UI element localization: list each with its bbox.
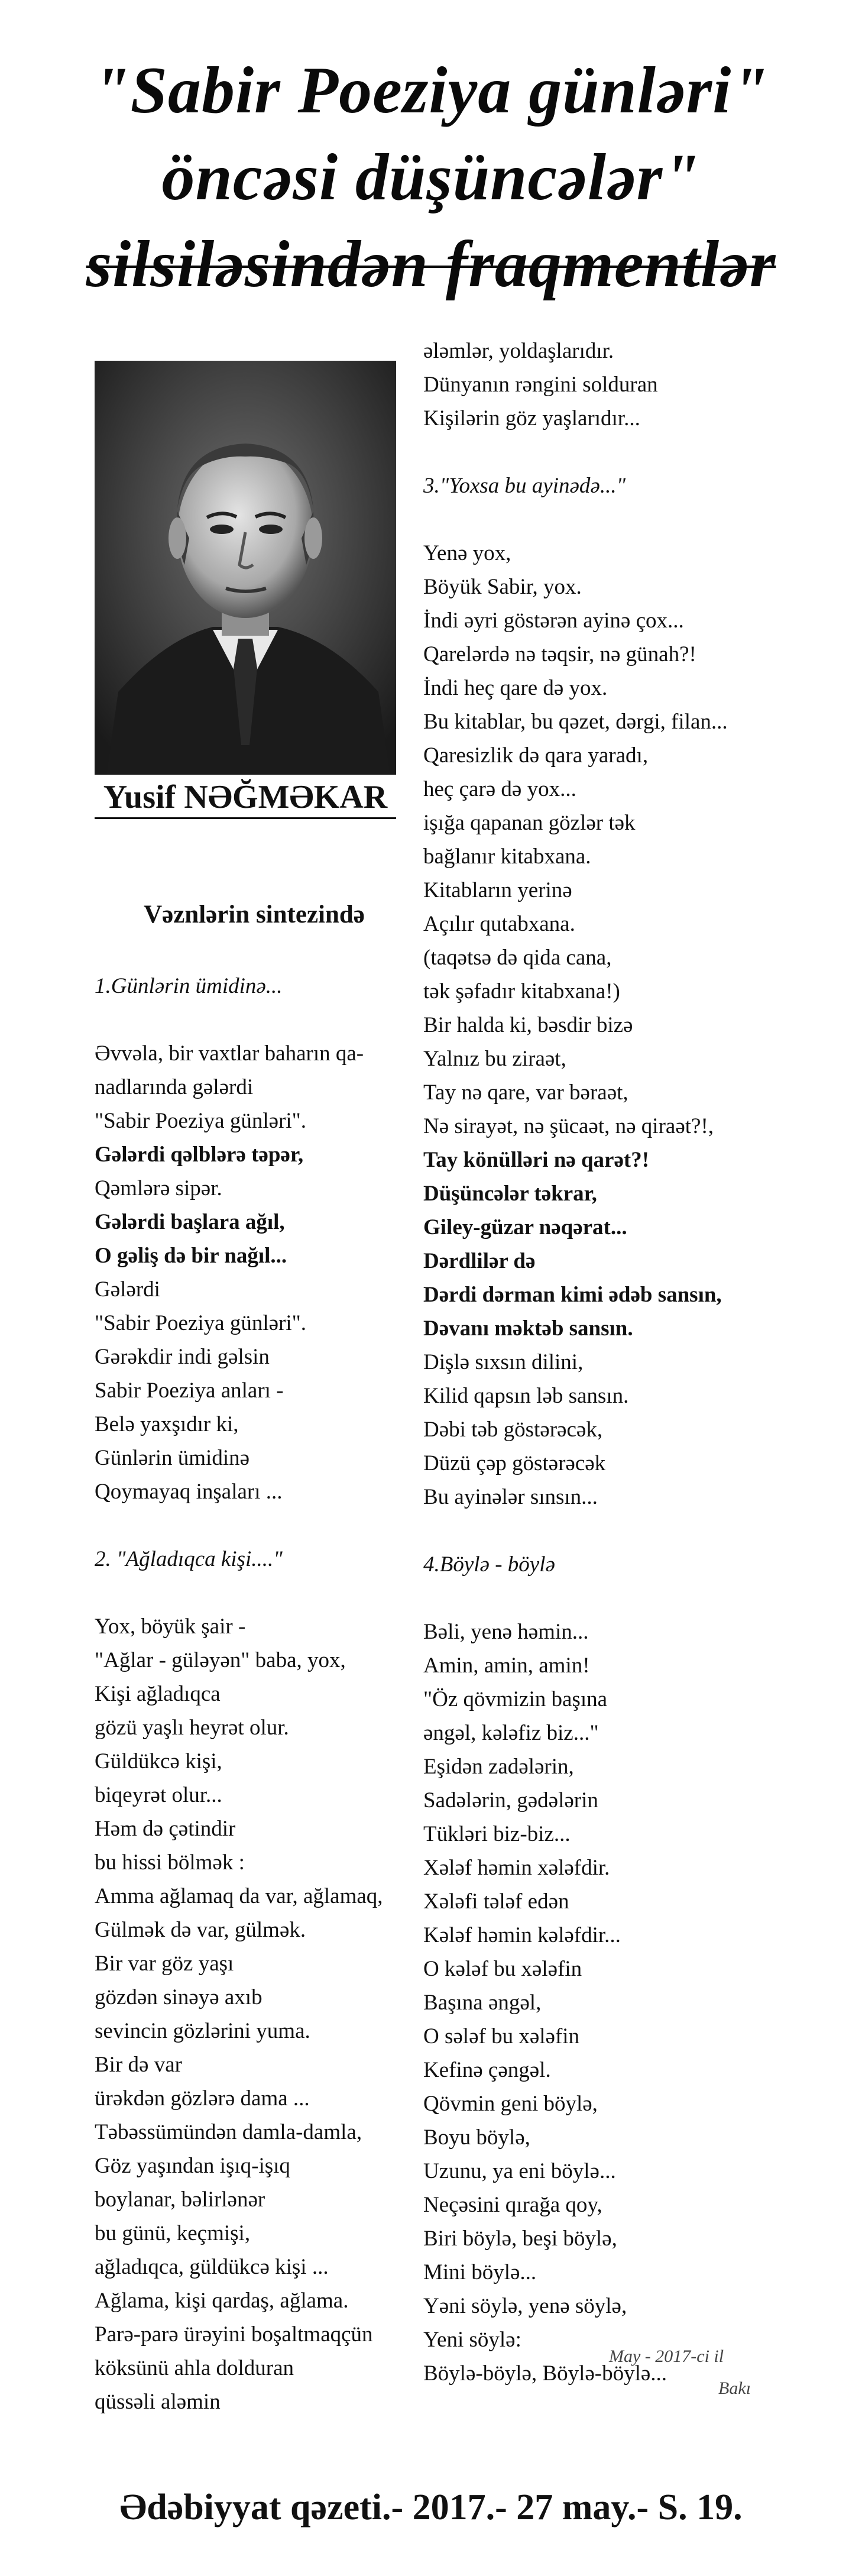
poem-line: gözdən sinəyə axıb xyxy=(95,1985,263,2009)
poem-line: ələmlər, yoldaşlarıdır. xyxy=(423,339,614,363)
poem-line: Kitabların yerinə xyxy=(423,878,572,902)
poem-line: Düşüncələr təkrar, xyxy=(423,1182,597,1206)
poem-line: Gələrdi başlara ağıl, xyxy=(95,1210,285,1234)
poem-line: Gələrdi xyxy=(95,1277,160,1302)
poem-line: Yox, böyük şair - xyxy=(95,1614,246,1639)
poem-line: Bir halda ki, bəsdir bizə xyxy=(423,1013,633,1037)
title-line-2: öncəsi düşüncələr" xyxy=(161,141,701,214)
section-title: 4.Böylə - böylə xyxy=(423,1552,555,1577)
poem-line: Dərdlilər də xyxy=(423,1249,536,1273)
poem-line: Həm də çətindir xyxy=(95,1817,236,1841)
signoff-place: Bakı xyxy=(718,2378,751,2398)
portrait-image xyxy=(95,361,396,775)
poem-line: Ağlama, kişi qardaş, ağlama. xyxy=(95,2289,349,2313)
poem-line: heç çarə də yox... xyxy=(423,777,576,801)
poem-line: sevincin gözlərini yuma. xyxy=(95,2019,310,2043)
poem-line: Dünyanın rəngini solduran xyxy=(423,373,658,397)
poem-line: Qövmin geni böylə, xyxy=(423,2092,598,2116)
poem-line: Böylə-böylə, Böylə-böylə... xyxy=(423,2361,667,2386)
poem-line: Gərəkdir indi gəlsin xyxy=(95,1345,270,1369)
title-line-1: "Sabir Poeziya günləri" xyxy=(93,54,769,127)
section-title: 2. "Ağladıqca kişi...." xyxy=(95,1547,283,1571)
poem-line: Bu kitablar, bu qəzet, dərgi, filan... xyxy=(423,710,728,734)
poem-line: biqeyrət olur... xyxy=(95,1783,222,1807)
poem-line: Qarelərdə nə təqsir, nə günah?! xyxy=(423,642,696,666)
poem-line: İndi heç qare də yox. xyxy=(423,676,608,700)
poem-line: Tükləri biz-biz... xyxy=(423,1822,571,1846)
poem-line: Xələf həmin xələfdir. xyxy=(423,1856,610,1880)
section-2-continued xyxy=(423,334,814,435)
title-line-3: silsiləsindən fraqmentlər xyxy=(86,228,776,301)
poem-line: Açılır qutabxana. xyxy=(423,912,575,936)
poem-line: Tay könülləri nə qarət?! xyxy=(423,1148,650,1172)
author-photo xyxy=(95,361,396,775)
poem-line: qüssəli aləmin xyxy=(95,2390,221,2414)
poem-line: Qoymayaq inşaları ... xyxy=(95,1480,283,1504)
source-citation: Ədəbiyyat qəzeti.- 2017.- 27 may.- S. 19. xyxy=(119,2487,743,2528)
poem-line: Xələfi tələf edən xyxy=(423,1889,569,1914)
poem-line: Biri böylə, beşi böylə, xyxy=(423,2227,617,2251)
poem-line: Dəbi təb göstərəcək, xyxy=(423,1418,603,1442)
poem-line: Kələf həmin kələfdir... xyxy=(423,1923,621,1947)
poem-line: Gələrdi qəlblərə təpər, xyxy=(95,1143,304,1167)
poem-line: Boyu böylə, xyxy=(423,2125,530,2150)
poem-line: Dişlə sıxsın dilini, xyxy=(423,1350,584,1374)
poem-line: Əvvəla, bir vaxtlar baharın qa- xyxy=(95,1041,364,1066)
poem-line: Mini böylə... xyxy=(423,2260,537,2284)
poem-line: Nə sirayət, nə şücaət, nə qiraət?!, xyxy=(423,1114,714,1138)
poem-line: gözü yaşlı heyrət olur. xyxy=(95,1716,289,1740)
poem-line: Bir də var xyxy=(95,2053,182,2077)
poem-line: boylanar, bəlirlənər xyxy=(95,2187,265,2212)
signoff-date: May - 2017-ci il xyxy=(609,2347,724,2366)
poem-line: İndi əyri göstərən ayinə çox... xyxy=(423,609,684,633)
poem-line: ağladıqca, güldükcə kişi ... xyxy=(95,2255,329,2279)
poem-line: Kişi ağladıqca xyxy=(95,1682,221,1706)
section-title: 1.Günlərin ümidinə... xyxy=(95,974,283,998)
section-title: 3."Yoxsa bu ayinədə..." xyxy=(423,474,626,498)
poem-line: Yəni söylə, yenə söylə, xyxy=(423,2294,627,2318)
poem-line: Belə yaxşıdır ki, xyxy=(95,1412,239,1436)
poem-line: O sələf bu xələfin xyxy=(423,2024,580,2048)
poem-line: Uzunu, ya eni böylə... xyxy=(423,2159,616,2183)
poem-line: əngəl, kələfiz biz..." xyxy=(423,1721,599,1745)
poem-line: Bir var göz yaşı xyxy=(95,1952,234,1976)
poem-line: işığa qapanan gözlər tək xyxy=(423,811,636,835)
poem-line: "Sabir Poeziya günləri". xyxy=(95,1311,306,1335)
poem-line: Güldükcə kişi, xyxy=(95,1749,222,1774)
poem-line: Yenə yox, xyxy=(423,541,511,565)
poem-line: Təbəssümündən damla-damla, xyxy=(95,2120,362,2144)
poem-line: Neçəsini qırağa qoy, xyxy=(423,2193,602,2217)
poem-line: köksünü ahla dolduran xyxy=(95,2356,294,2380)
poem-line: Düzü çəp göstərəcək xyxy=(423,1451,606,1475)
poem-line: Giley-güzar nəqərat... xyxy=(423,1215,627,1240)
poem-line: bu hissi bölmək : xyxy=(95,1850,245,1875)
right-column xyxy=(423,334,814,2390)
poem-line: Göz yaşından işıq-işıq xyxy=(95,2154,290,2178)
poem-line: Böyük Sabir, yox. xyxy=(423,575,582,599)
poem-line: Başına əngəl, xyxy=(423,1991,542,2015)
poem-line: Günlərin ümidinə xyxy=(95,1446,250,1470)
poem-line: "Ağlar - güləyən" baba, yox, xyxy=(95,1648,346,1672)
poem-line: Yalnız bu ziraət, xyxy=(423,1047,566,1071)
poem-line: bağlanır kitabxana. xyxy=(423,844,591,869)
poem-line: Dəvanı məktəb sansın. xyxy=(423,1316,633,1341)
poem-line: Eşidən zadələrin, xyxy=(423,1755,574,1779)
section-3-lines xyxy=(423,536,814,1514)
poem-line: Qaresizlik də qara yaradı, xyxy=(423,743,649,768)
poem-line: Gülmək də var, gülmək. xyxy=(95,1918,306,1942)
poem-line: Parə-parə ürəyini boşaltmaqçün xyxy=(95,2322,373,2347)
section-4-lines xyxy=(423,1615,814,2390)
poem-line: Bəli, yenə həmin... xyxy=(423,1620,589,1644)
poem-line: Qəmlərə sipər. xyxy=(95,1176,222,1200)
poem-line: (taqətsə də qida cana, xyxy=(423,946,612,970)
poem-heading: Vəznlərin sintezində xyxy=(144,901,365,928)
poem-line: Sabir Poeziya anları - xyxy=(95,1378,284,1403)
poem-line: Tay nə qare, var bəraət, xyxy=(423,1080,628,1105)
section-2-lines xyxy=(95,1610,414,2419)
author-name: Yusif NƏĞMƏKAR xyxy=(95,779,396,819)
poem-line: Amma ağlamaq da var, ağlamaq, xyxy=(95,1884,383,1908)
poem-line: O gəliş də bir nağıl... xyxy=(95,1244,287,1268)
poem-line: Sadələrin, gədələrin xyxy=(423,1788,598,1813)
left-column xyxy=(95,894,414,2419)
poem-line: Bu ayinələr sınsın... xyxy=(423,1485,598,1509)
section-1-lines xyxy=(95,1037,414,1509)
poem-line: ürəkdən gözlərə dama ... xyxy=(95,2086,310,2111)
poem-line: Amin, amin, amin! xyxy=(423,1653,590,1678)
poem-line: Kefinə çəngəl. xyxy=(423,2058,551,2082)
poem-line: Yeni söylə: xyxy=(423,2328,521,2352)
poem-line: O kələf bu xələfin xyxy=(423,1957,582,1981)
poem-line: tək şəfadır kitabxana!) xyxy=(423,979,620,1004)
poem-line: Dərdi dərman kimi ədəb sansın, xyxy=(423,1283,722,1307)
poem-line: Kişilərin göz yaşlarıdır... xyxy=(423,406,640,431)
poem-line: Kilid qapsın ləb sansın. xyxy=(423,1384,629,1408)
poem-line: "Öz qövmizin başına xyxy=(423,1687,608,1711)
poem-line: "Sabir Poeziya günləri". xyxy=(95,1109,306,1133)
poem-line: nadlarında gələrdi xyxy=(95,1075,254,1099)
poem-line: bu günü, keçmişi, xyxy=(95,2221,251,2245)
